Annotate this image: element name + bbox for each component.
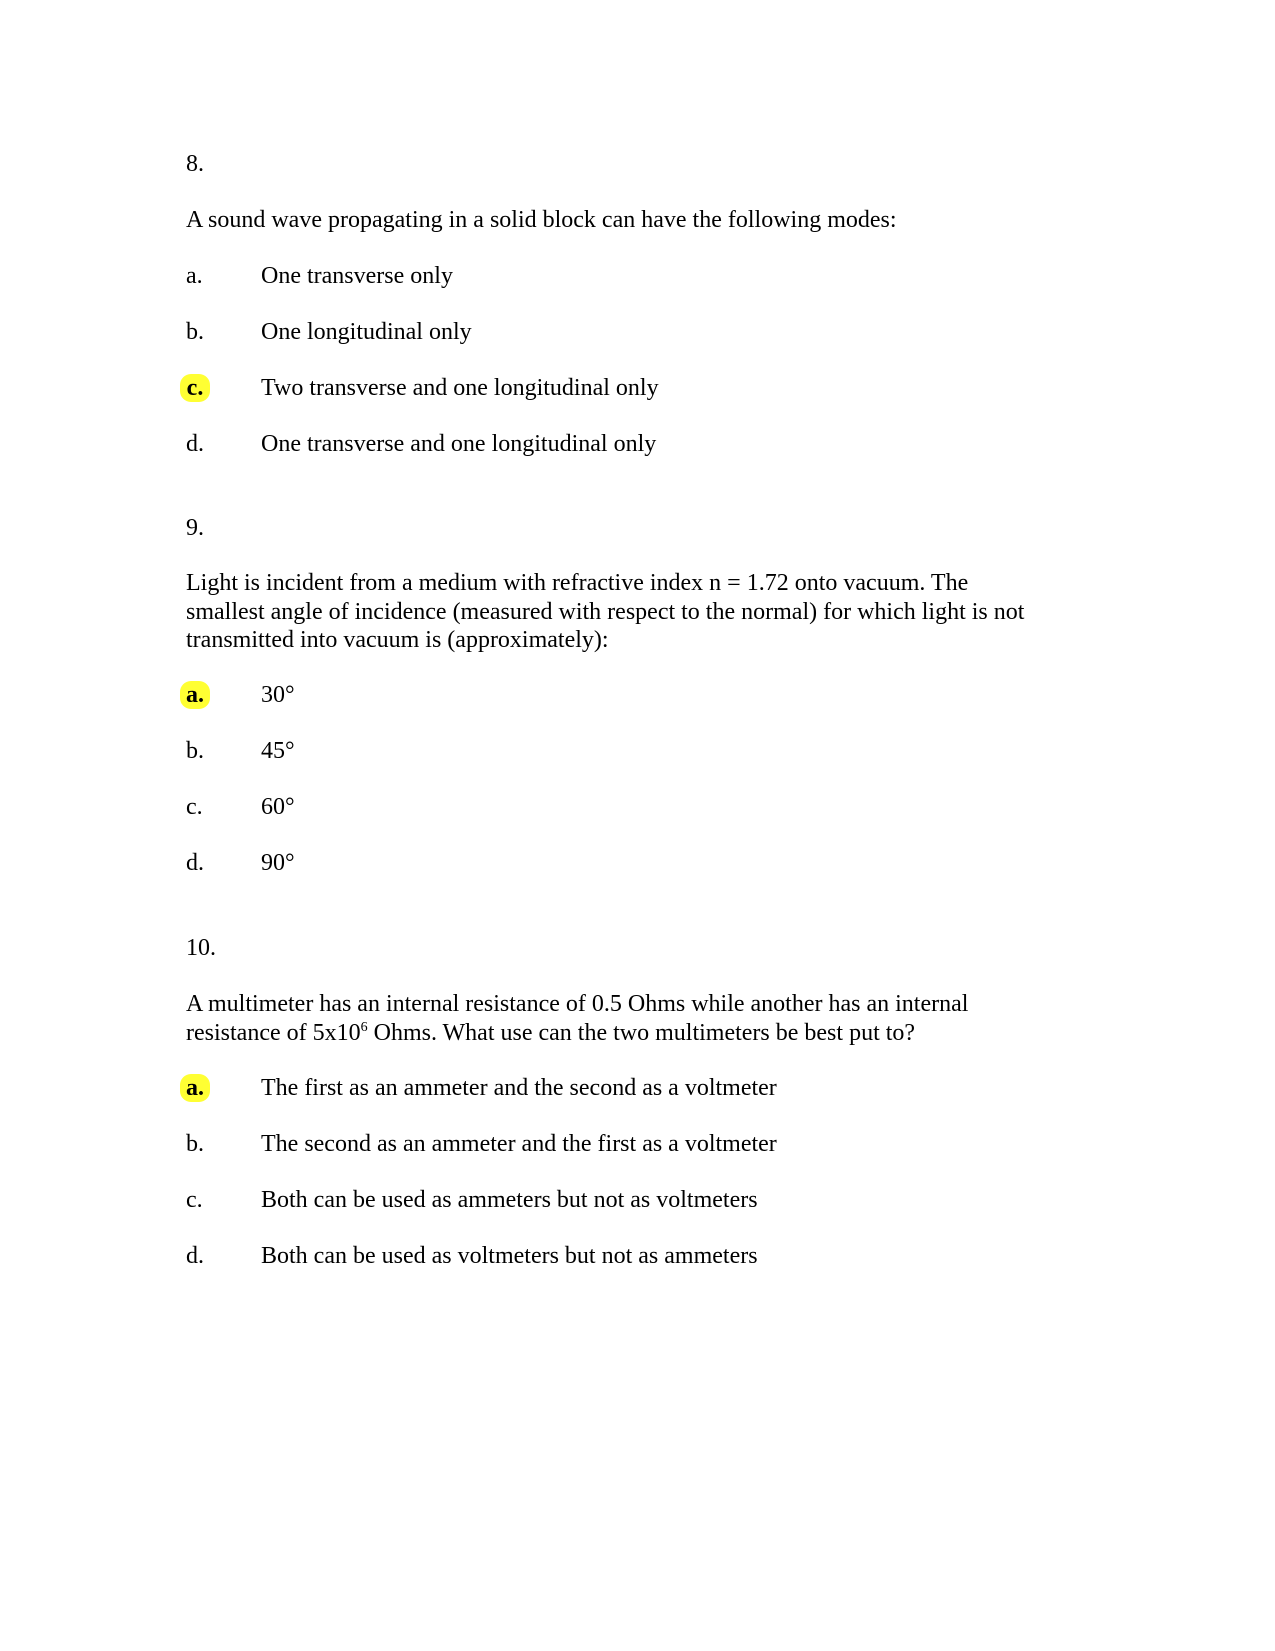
question-9-option-a-letter-highlighted: a. bbox=[180, 681, 210, 709]
question-9-option-d-letter: d. bbox=[186, 850, 204, 876]
question-10-stem-line-2-before: resistance of 5x10 bbox=[186, 1019, 361, 1046]
question-9-option-d-text: 90° bbox=[261, 850, 295, 876]
question-9-option-c-text: 60° bbox=[261, 794, 295, 820]
question-10-exponent: 6 bbox=[360, 1019, 368, 1035]
question-10-option-b-text: The second as an ammeter and the first as a voltmeter bbox=[261, 1131, 777, 1157]
question-9-option-a-text: 30° bbox=[261, 682, 295, 708]
question-10-stem-line-2 bbox=[186, 1019, 968, 1048]
question-9-stem-line-2: smallest angle of incidence (measured with respect to the normal) for which light is not bbox=[186, 598, 1025, 625]
question-10-option-a-text: The first as an ammeter and the second as a voltmeter bbox=[261, 1075, 777, 1101]
question-8-option-c-text: Two transverse and one longitudinal only bbox=[261, 375, 659, 401]
question-8-stem: A sound wave propagating in a solid block can have the following modes: bbox=[186, 207, 897, 233]
question-10-stem bbox=[186, 990, 968, 1047]
question-10-stem-line-2-after: Ohms. What use can the two multimeters be best put to? bbox=[367, 1019, 916, 1046]
question-9-stem-line-1: Light is incident from a medium with refractive index n = 1.72 onto vacuum. The bbox=[186, 570, 969, 596]
question-10-option-c-text: Both can be used as ammeters but not as voltmeters bbox=[261, 1187, 758, 1213]
question-9-stem bbox=[186, 569, 1024, 655]
question-9-stem-line-3: transmitted into vacuum is (approximately): bbox=[186, 627, 609, 653]
question-10-stem-line-1: A multimeter has an internal resistance of 0.5 Ohms while another has an internal bbox=[186, 991, 969, 1017]
question-10-option-d-text: Both can be used as voltmeters but not as ammeters bbox=[261, 1243, 758, 1269]
question-8-option-a-letter: a. bbox=[186, 263, 203, 289]
question-8-option-b-text: One longitudinal only bbox=[261, 319, 472, 345]
question-8-number: 8. bbox=[186, 151, 204, 177]
question-9-option-c-letter: c. bbox=[186, 794, 203, 820]
question-10-option-c-letter: c. bbox=[186, 1187, 203, 1213]
question-10-option-a-letter-highlighted: a. bbox=[180, 1074, 210, 1102]
question-8-option-d-letter: d. bbox=[186, 431, 204, 457]
question-9-number: 9. bbox=[186, 515, 204, 541]
question-10-number: 10. bbox=[186, 935, 216, 961]
question-10-option-b-letter: b. bbox=[186, 1131, 204, 1157]
question-10-option-d-letter: d. bbox=[186, 1243, 204, 1269]
question-8-option-b-letter: b. bbox=[186, 319, 204, 345]
question-9-option-b-letter: b. bbox=[186, 738, 204, 764]
question-9-option-b-text: 45° bbox=[261, 738, 295, 764]
question-8-option-c-letter-highlighted: c. bbox=[180, 374, 210, 402]
question-8-option-a-text: One transverse only bbox=[261, 263, 453, 289]
question-8-option-d-text: One transverse and one longitudinal only bbox=[261, 431, 657, 457]
